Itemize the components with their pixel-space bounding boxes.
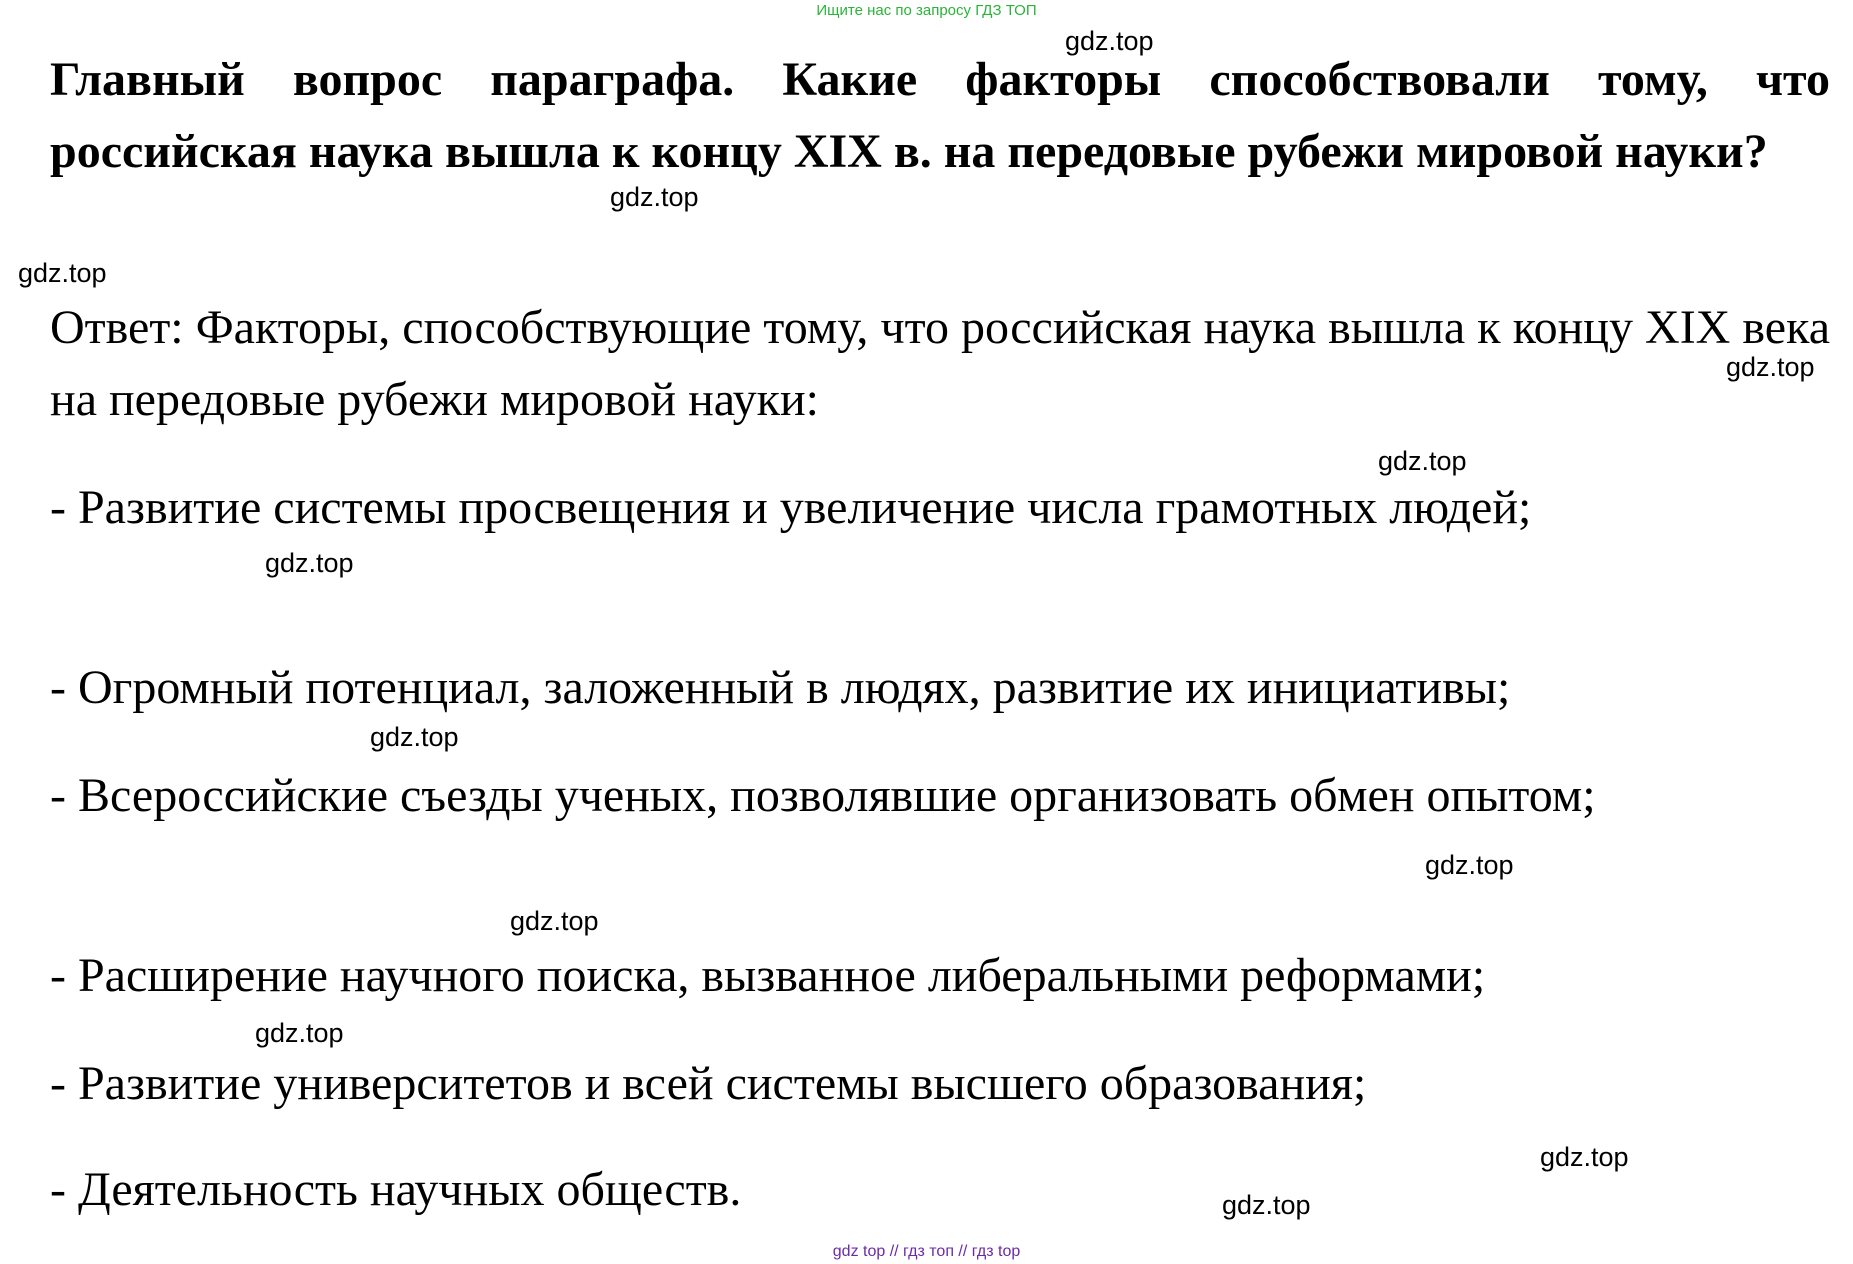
answer-item-1: - Развитие системы просвещения и увеличение числа грамотных людей; [50, 481, 1532, 534]
watermark: gdz.top [510, 906, 599, 936]
question-heading: Главный вопрос параграфа. Какие факторы способствовали тому, что российская наука вышла к концу XIX в. на передовые рубежи мировой науки? [50, 53, 1830, 178]
watermark: gdz.top [370, 722, 459, 752]
top-banner[interactable]: Ищите нас по запросу ГДЗ ТОП [816, 2, 1037, 19]
watermark: gdz.top [1425, 850, 1514, 880]
watermark: gdz.top [1540, 1142, 1629, 1172]
answer-item-6: - Деятельность научных обществ. [50, 1163, 742, 1216]
answer-item-5: - Развитие университетов и всей системы высшего образования; [50, 1057, 1367, 1110]
watermark: gdz.top [1222, 1190, 1311, 1220]
answer-item-4: - Расширение научного поиска, вызванное либеральными реформами; [50, 949, 1486, 1002]
watermark: gdz.top [18, 258, 107, 288]
answer-item-3: - Всероссийские съезды ученых, позволявшие организовать обмен опытом; [50, 769, 1596, 822]
footer-links[interactable]: gdz top // гдз топ // гдз top [832, 1243, 1021, 1260]
answer-intro-text: Ответ: Факторы, способствующие тому, что российская наука вышла к концу XIX века на передовые рубежи мировой науки: [50, 301, 1830, 426]
watermark: gdz.top [1378, 446, 1467, 476]
watermark: gdz.top [610, 182, 699, 212]
answer-intro [50, 292, 1830, 436]
watermark: gdz.top [1065, 26, 1154, 56]
watermark: gdz.top [255, 1018, 344, 1048]
answer-item-2: - Огромный потенциал, заложенный в людях, развитие их инициативы; [50, 661, 1511, 714]
watermark: gdz.top [265, 548, 354, 578]
watermark: gdz.top [1726, 352, 1815, 382]
